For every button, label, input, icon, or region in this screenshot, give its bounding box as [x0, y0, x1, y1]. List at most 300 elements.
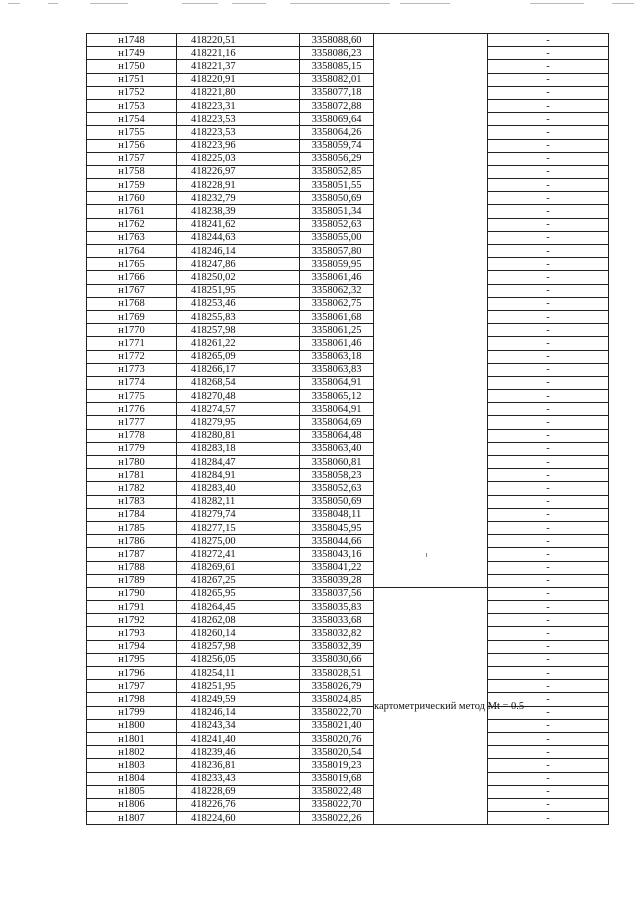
x-coordinate-value: 418256,05 [191, 654, 236, 666]
point-name-cell: н1761 [87, 205, 177, 218]
x-coordinate-cell [177, 231, 300, 244]
x-coordinate-cell [177, 152, 300, 165]
y-coordinate-cell: 3358022,70 [300, 798, 374, 811]
note-cell: - [488, 469, 609, 482]
point-name-cell: н1765 [87, 258, 177, 271]
y-coordinate-cell: 3358060,81 [300, 456, 374, 469]
x-coordinate-value: 418280,81 [191, 430, 236, 442]
y-coordinate-cell: 3358061,68 [300, 310, 374, 323]
x-coordinate-value: 418257,98 [191, 641, 236, 653]
point-name-cell: н1773 [87, 363, 177, 376]
note-cell: - [488, 508, 609, 521]
point-name-cell: н1767 [87, 284, 177, 297]
note-cell: - [488, 587, 609, 600]
x-coordinate-cell [177, 812, 300, 825]
point-name-cell: н1783 [87, 495, 177, 508]
x-coordinate-value: 418239,46 [191, 746, 236, 758]
note-cell: - [488, 139, 609, 152]
x-coordinate-value: 418255,83 [191, 311, 236, 323]
point-name-cell: н1793 [87, 627, 177, 640]
note-cell: - [488, 456, 609, 469]
y-coordinate-cell: 3358088,60 [300, 34, 374, 47]
point-name-cell: н1792 [87, 614, 177, 627]
y-coordinate-cell: 3358077,18 [300, 86, 374, 99]
table-row [87, 390, 609, 403]
x-coordinate-cell [177, 759, 300, 772]
x-coordinate-value: 418265,95 [191, 588, 236, 600]
x-coordinate-cell [177, 271, 300, 284]
y-coordinate-cell: 3358063,40 [300, 442, 374, 455]
table-row [87, 113, 609, 126]
table-row [87, 179, 609, 192]
y-coordinate-cell: 3358063,18 [300, 350, 374, 363]
y-coordinate-cell: 3358024,85 [300, 693, 374, 706]
point-name-cell: н1780 [87, 456, 177, 469]
y-coordinate-cell: 3358064,26 [300, 126, 374, 139]
note-cell: - [488, 363, 609, 376]
coordinates-table-body [87, 34, 609, 825]
note-cell: - [488, 60, 609, 73]
point-name-cell: н1748 [87, 34, 177, 47]
x-coordinate-cell [177, 324, 300, 337]
x-coordinate-value: 418261,22 [191, 337, 236, 349]
note-cell: - [488, 192, 609, 205]
x-coordinate-value: 418269,61 [191, 562, 236, 574]
table-row [87, 495, 609, 508]
note-cell: - [488, 258, 609, 271]
table-row [87, 73, 609, 86]
scan-header-artifact [0, 3, 640, 11]
x-coordinate-cell [177, 310, 300, 323]
x-coordinate-cell [177, 192, 300, 205]
point-name-cell: н1802 [87, 746, 177, 759]
y-coordinate-cell: 3358059,95 [300, 258, 374, 271]
y-coordinate-cell: 3358028,51 [300, 667, 374, 680]
x-coordinate-value: 418268,54 [191, 377, 236, 389]
x-coordinate-cell [177, 653, 300, 666]
x-coordinate-value: 418241,62 [191, 219, 236, 231]
x-coordinate-value: 418282,11 [191, 496, 236, 508]
y-coordinate-cell: 3358082,01 [300, 73, 374, 86]
y-coordinate-cell: 3358035,83 [300, 601, 374, 614]
table-row [87, 139, 609, 152]
x-coordinate-cell [177, 73, 300, 86]
y-coordinate-cell: 3358061,46 [300, 337, 374, 350]
x-coordinate-value: 418228,91 [191, 179, 236, 191]
note-cell: - [488, 535, 609, 548]
note-cell: - [488, 47, 609, 60]
x-coordinate-value: 418243,34 [191, 720, 236, 732]
note-cell: - [488, 231, 609, 244]
table-row [87, 574, 609, 587]
note-cell: - [488, 205, 609, 218]
y-coordinate-cell: 3358022,48 [300, 785, 374, 798]
x-coordinate-cell [177, 706, 300, 719]
x-coordinate-cell [177, 693, 300, 706]
table-row [87, 719, 609, 732]
note-cell: - [488, 165, 609, 178]
note-cell: - [488, 495, 609, 508]
x-coordinate-value: 418246,14 [191, 707, 236, 719]
x-coordinate-value: 418224,60 [191, 812, 236, 824]
y-coordinate-cell: 3358051,55 [300, 179, 374, 192]
note-cell: - [488, 179, 609, 192]
note-cell: - [488, 113, 609, 126]
x-coordinate-value: 418225,03 [191, 153, 236, 165]
point-name-cell: н1805 [87, 785, 177, 798]
x-coordinate-value: 418223,53 [191, 113, 236, 125]
note-cell: - [488, 99, 609, 112]
x-coordinate-cell [177, 165, 300, 178]
table-row [87, 258, 609, 271]
x-coordinate-value: 418283,18 [191, 443, 236, 455]
note-cell: - [488, 548, 609, 561]
table-row [87, 785, 609, 798]
note-cell: - [488, 297, 609, 310]
x-coordinate-cell [177, 798, 300, 811]
y-coordinate-cell: 3358069,64 [300, 113, 374, 126]
table-row [87, 706, 609, 719]
x-coordinate-cell [177, 390, 300, 403]
table-row [87, 482, 609, 495]
x-coordinate-value: 418220,91 [191, 74, 236, 86]
table-row [87, 561, 609, 574]
y-coordinate-cell: 3358050,69 [300, 495, 374, 508]
x-coordinate-value: 418262,08 [191, 614, 236, 626]
y-coordinate-cell: 3358061,46 [300, 271, 374, 284]
table-row [87, 60, 609, 73]
y-coordinate-cell: 3358022,70 [300, 706, 374, 719]
x-coordinate-cell [177, 772, 300, 785]
y-coordinate-cell: 3358064,69 [300, 416, 374, 429]
point-name-cell: н1798 [87, 693, 177, 706]
table-row [87, 601, 609, 614]
note-cell: - [488, 271, 609, 284]
point-name-cell: н1779 [87, 442, 177, 455]
table-row [87, 416, 609, 429]
y-coordinate-cell: 3358039,28 [300, 574, 374, 587]
note-cell: - [488, 324, 609, 337]
y-coordinate-cell: 3358057,80 [300, 245, 374, 258]
note-cell: - [488, 693, 609, 706]
note-cell: - [488, 350, 609, 363]
note-cell: - [488, 86, 609, 99]
point-name-cell: н1770 [87, 324, 177, 337]
note-cell: - [488, 126, 609, 139]
y-coordinate-cell: 3358062,75 [300, 297, 374, 310]
table-row [87, 653, 609, 666]
point-name-cell: н1760 [87, 192, 177, 205]
y-coordinate-cell: 3358045,95 [300, 521, 374, 534]
x-coordinate-value: 418232,79 [191, 192, 236, 204]
x-coordinate-cell [177, 297, 300, 310]
x-coordinate-value: 418275,00 [191, 535, 236, 547]
point-name-cell: н1757 [87, 152, 177, 165]
x-coordinate-cell [177, 561, 300, 574]
note-cell: - [488, 390, 609, 403]
point-name-cell: н1807 [87, 812, 177, 825]
note-cell: - [488, 310, 609, 323]
x-coordinate-value: 418247,86 [191, 258, 236, 270]
note-cell: - [488, 640, 609, 653]
table-row [87, 218, 609, 231]
note-cell: - [488, 482, 609, 495]
note-cell: - [488, 732, 609, 745]
table-row [87, 772, 609, 785]
x-coordinate-cell [177, 376, 300, 389]
x-coordinate-value: 418253,46 [191, 298, 236, 310]
y-coordinate-cell: 3358062,32 [300, 284, 374, 297]
note-cell: - [488, 627, 609, 640]
y-coordinate-cell: 3358059,74 [300, 139, 374, 152]
point-name-cell: н1797 [87, 680, 177, 693]
note-cell: - [488, 574, 609, 587]
point-name-cell: н1782 [87, 482, 177, 495]
x-coordinate-value: 418260,14 [191, 628, 236, 640]
table-row [87, 667, 609, 680]
point-name-cell: н1771 [87, 337, 177, 350]
note-cell: - [488, 653, 609, 666]
x-coordinate-value: 418223,96 [191, 140, 236, 152]
x-coordinate-value: 418249,59 [191, 693, 236, 705]
y-coordinate-cell: 3358043,16 [300, 548, 374, 561]
note-cell: - [488, 680, 609, 693]
table-row [87, 812, 609, 825]
x-coordinate-cell [177, 139, 300, 152]
x-coordinate-cell [177, 719, 300, 732]
x-coordinate-cell [177, 284, 300, 297]
y-coordinate-cell: 3358072,88 [300, 99, 374, 112]
scan-mark [426, 553, 427, 557]
point-name-cell: н1756 [87, 139, 177, 152]
x-coordinate-cell [177, 469, 300, 482]
x-coordinate-value: 418279,74 [191, 509, 236, 521]
table-row [87, 627, 609, 640]
x-coordinate-value: 418233,43 [191, 773, 236, 785]
x-coordinate-value: 418241,40 [191, 733, 236, 745]
table-row [87, 34, 609, 47]
x-coordinate-cell [177, 258, 300, 271]
table-row [87, 469, 609, 482]
x-coordinate-value: 418221,37 [191, 60, 236, 72]
x-coordinate-cell [177, 205, 300, 218]
point-name-cell: н1766 [87, 271, 177, 284]
x-coordinate-cell [177, 86, 300, 99]
y-coordinate-cell: 3358052,85 [300, 165, 374, 178]
x-coordinate-value: 418251,95 [191, 680, 236, 692]
x-coordinate-value: 418220,51 [191, 34, 236, 46]
table-row [87, 350, 609, 363]
x-coordinate-cell [177, 350, 300, 363]
x-coordinate-value: 418244,63 [191, 232, 236, 244]
x-coordinate-value: 418257,98 [191, 324, 236, 336]
note-cell: - [488, 245, 609, 258]
note-cell: - [488, 561, 609, 574]
point-name-cell: н1785 [87, 521, 177, 534]
x-coordinate-value: 418267,25 [191, 575, 236, 587]
x-coordinate-cell [177, 667, 300, 680]
point-name-cell: н1764 [87, 245, 177, 258]
point-name-cell: н1786 [87, 535, 177, 548]
note-cell: - [488, 34, 609, 47]
y-coordinate-cell: 3358051,34 [300, 205, 374, 218]
y-coordinate-cell: 3358032,82 [300, 627, 374, 640]
point-name-cell: н1804 [87, 772, 177, 785]
x-coordinate-cell [177, 640, 300, 653]
table-row [87, 165, 609, 178]
point-name-cell: н1768 [87, 297, 177, 310]
x-coordinate-cell [177, 218, 300, 231]
table-row [87, 245, 609, 258]
note-cell: - [488, 772, 609, 785]
y-coordinate-cell: 3358037,56 [300, 587, 374, 600]
x-coordinate-value: 418226,76 [191, 799, 236, 811]
note-cell: - [488, 152, 609, 165]
x-coordinate-value: 418221,80 [191, 87, 236, 99]
y-coordinate-cell: 3358064,91 [300, 403, 374, 416]
table-row [87, 680, 609, 693]
note-cell: - [488, 719, 609, 732]
note-cell: - [488, 429, 609, 442]
y-coordinate-cell: 3358058,23 [300, 469, 374, 482]
y-coordinate-cell: 3358019,68 [300, 772, 374, 785]
table-row [87, 521, 609, 534]
point-name-cell: н1754 [87, 113, 177, 126]
point-name-cell: н1776 [87, 403, 177, 416]
table-row [87, 297, 609, 310]
y-coordinate-cell: 3358020,76 [300, 732, 374, 745]
table-row [87, 403, 609, 416]
table-row [87, 192, 609, 205]
method-cell-upper [374, 34, 488, 588]
x-coordinate-cell [177, 587, 300, 600]
x-coordinate-value: 418277,15 [191, 522, 236, 534]
y-coordinate-cell: 3358041,22 [300, 561, 374, 574]
x-coordinate-value: 418223,31 [191, 100, 236, 112]
x-coordinate-value: 418272,41 [191, 548, 236, 560]
y-coordinate-cell: 3358052,63 [300, 482, 374, 495]
note-cell: - [488, 614, 609, 627]
x-coordinate-value: 418266,17 [191, 364, 236, 376]
table-row [87, 614, 609, 627]
note-cell: - [488, 442, 609, 455]
x-coordinate-value: 418251,95 [191, 285, 236, 297]
table-row [87, 693, 609, 706]
x-coordinate-value: 418246,14 [191, 245, 236, 257]
x-coordinate-value: 418221,16 [191, 47, 236, 59]
y-coordinate-cell: 3358085,15 [300, 60, 374, 73]
x-coordinate-cell [177, 521, 300, 534]
method-cell-lower: картометрический метод Mt = 0.5 [374, 587, 488, 824]
point-name-cell: н1796 [87, 667, 177, 680]
y-coordinate-cell: 3358056,29 [300, 152, 374, 165]
x-coordinate-cell [177, 179, 300, 192]
y-coordinate-cell: 3358033,68 [300, 614, 374, 627]
x-coordinate-value: 418284,47 [191, 456, 236, 468]
table-row [87, 376, 609, 389]
x-coordinate-value: 418236,81 [191, 759, 236, 771]
point-name-cell: н1775 [87, 390, 177, 403]
point-name-cell: н1791 [87, 601, 177, 614]
x-coordinate-value: 418283,40 [191, 482, 236, 494]
table-row [87, 508, 609, 521]
x-coordinate-cell [177, 337, 300, 350]
x-coordinate-cell [177, 746, 300, 759]
x-coordinate-cell [177, 416, 300, 429]
point-name-cell: н1753 [87, 99, 177, 112]
y-coordinate-cell: 3358048,11 [300, 508, 374, 521]
x-coordinate-value: 418279,95 [191, 417, 236, 429]
x-coordinate-value: 418223,53 [191, 126, 236, 138]
x-coordinate-cell [177, 126, 300, 139]
point-name-cell: н1801 [87, 732, 177, 745]
y-coordinate-cell: 3358022,26 [300, 812, 374, 825]
point-name-cell: н1777 [87, 416, 177, 429]
y-coordinate-cell: 3358064,91 [300, 376, 374, 389]
note-cell: - [488, 337, 609, 350]
note-cell: - [488, 376, 609, 389]
y-coordinate-cell: 3358065,12 [300, 390, 374, 403]
point-name-cell: н1800 [87, 719, 177, 732]
y-coordinate-cell: 3358032,39 [300, 640, 374, 653]
x-coordinate-cell [177, 245, 300, 258]
note-cell: - [488, 706, 609, 719]
point-name-cell: н1795 [87, 653, 177, 666]
table-row [87, 99, 609, 112]
table-row [87, 47, 609, 60]
point-name-cell: н1806 [87, 798, 177, 811]
x-coordinate-cell [177, 535, 300, 548]
x-coordinate-cell [177, 403, 300, 416]
x-coordinate-value: 418284,91 [191, 469, 236, 481]
point-name-cell: н1772 [87, 350, 177, 363]
y-coordinate-cell: 3358030,66 [300, 653, 374, 666]
y-coordinate-cell: 3358020,54 [300, 746, 374, 759]
point-name-cell: н1763 [87, 231, 177, 244]
y-coordinate-cell: 3358021,40 [300, 719, 374, 732]
note-cell: - [488, 416, 609, 429]
x-coordinate-value: 418250,02 [191, 271, 236, 283]
point-name-cell: н1752 [87, 86, 177, 99]
note-cell: - [488, 601, 609, 614]
x-coordinate-cell [177, 614, 300, 627]
coordinates-table [86, 33, 609, 825]
table-row [87, 86, 609, 99]
table-row [87, 442, 609, 455]
table-row [87, 337, 609, 350]
point-name-cell: н1788 [87, 561, 177, 574]
point-name-cell: н1787 [87, 548, 177, 561]
point-name-cell: н1758 [87, 165, 177, 178]
table-row [87, 310, 609, 323]
table-row [87, 231, 609, 244]
point-name-cell: н1803 [87, 759, 177, 772]
point-name-cell: н1769 [87, 310, 177, 323]
table-row [87, 746, 609, 759]
x-coordinate-cell [177, 363, 300, 376]
y-coordinate-cell: 3358026,79 [300, 680, 374, 693]
point-name-cell: н1774 [87, 376, 177, 389]
y-coordinate-cell: 3358052,63 [300, 218, 374, 231]
note-cell: - [488, 403, 609, 416]
x-coordinate-value: 418228,69 [191, 786, 236, 798]
x-coordinate-cell [177, 99, 300, 112]
y-coordinate-cell: 3358019,23 [300, 759, 374, 772]
x-coordinate-value: 418265,09 [191, 351, 236, 363]
x-coordinate-value: 418226,97 [191, 166, 236, 178]
note-cell: - [488, 798, 609, 811]
note-cell: - [488, 759, 609, 772]
